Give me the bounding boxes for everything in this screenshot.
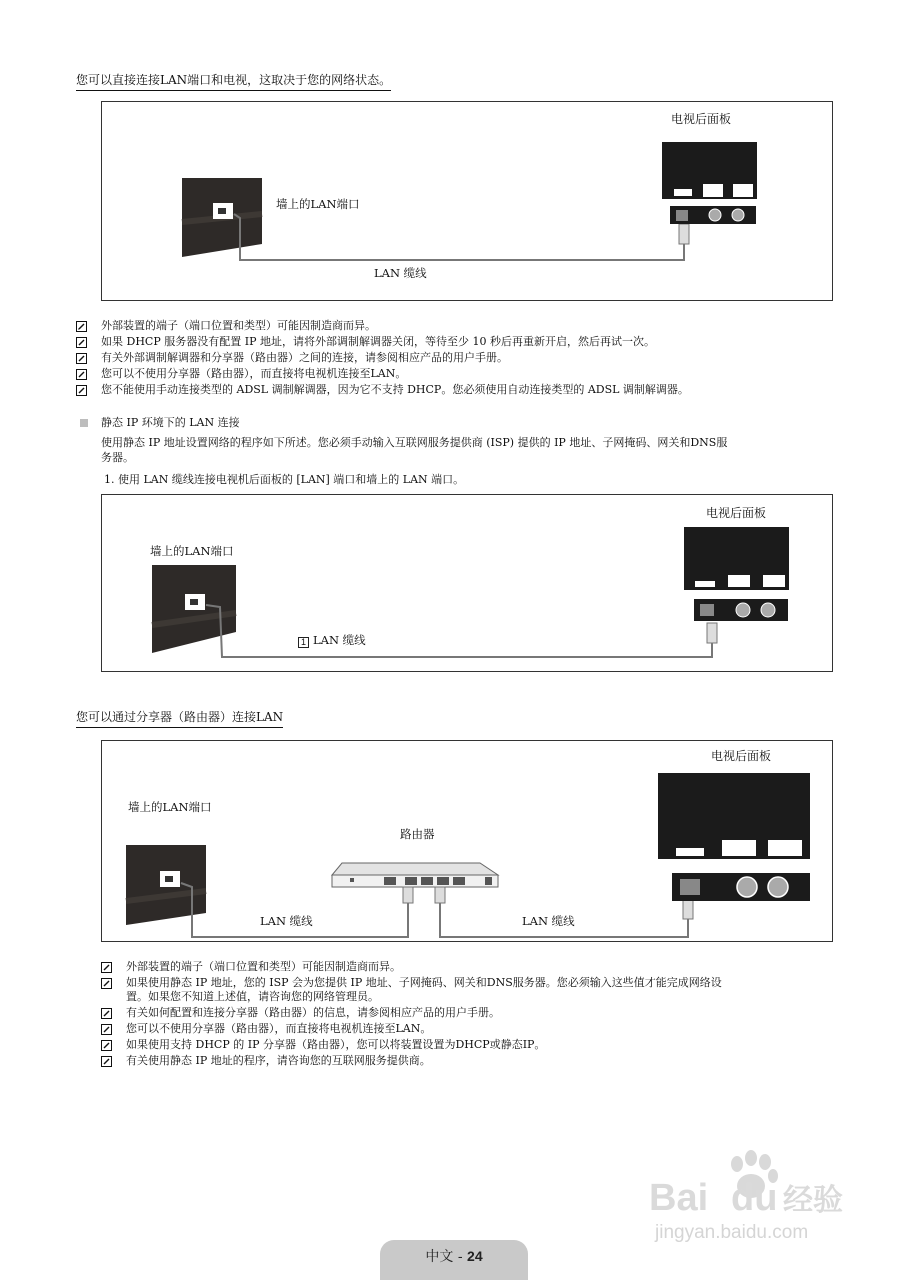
note-item: 有关如何配置和连接分享器（路由器）的信息，请参阅相应产品的用户手册。 xyxy=(101,1005,722,1021)
note-item: 如果使用静态 IP 地址，您的 ISP 会为您提供 IP 地址、子网掩码、网关和DNS服务器。您必须输入这些值才能完成网络设 xyxy=(101,975,722,991)
diagram-static-ip xyxy=(101,494,833,672)
page-number: 24 xyxy=(467,1248,483,1264)
note-icon xyxy=(76,369,87,380)
section-heading-direct: 您可以直接连接LAN端口和电视，这取决于您的网络状态。 xyxy=(76,72,391,91)
note-item: 您可以不使用分享器（路由器），而直接将电视机连接至LAN。 xyxy=(101,1021,722,1037)
lan-cable xyxy=(234,214,684,260)
cable-label: LAN 缆线 xyxy=(374,266,427,280)
watermark-url: jingyan.baidu.com xyxy=(655,1222,809,1243)
static-ip-title: 静态 IP 环境下的 LAN 连接 xyxy=(101,416,240,429)
wall-port-label: 墙上的LAN端口 xyxy=(150,544,234,558)
diagram-direct-lan xyxy=(101,101,833,301)
step-number-badge: 1 xyxy=(298,637,309,648)
section-heading-router: 您可以通过分享器（路由器）连接LAN xyxy=(76,709,283,728)
note-icon xyxy=(76,337,87,348)
cable-label-right: LAN 缆线 xyxy=(522,914,575,928)
lan-cable xyxy=(206,605,712,657)
wall-port-label: 墙上的LAN端口 xyxy=(276,197,360,211)
tv-panel-label: 电视后面板 xyxy=(711,749,772,763)
watermark-suffix: 经验 xyxy=(783,1183,843,1218)
note-icon xyxy=(101,1024,112,1035)
router-body-top xyxy=(332,863,498,875)
wall-port-label: 墙上的LAN端口 xyxy=(128,800,212,814)
static-ip-description-line2: 务器。 xyxy=(101,451,134,464)
note-icon xyxy=(101,962,112,973)
note-item: 外部装置的端子（端口位置和类型）可能因制造商而异。 xyxy=(76,318,689,334)
tv-panel-label: 电视后面板 xyxy=(671,112,732,126)
cable-plug-icon xyxy=(679,224,689,244)
note-icon xyxy=(101,978,112,989)
note-item: 如果 DHCP 服务器没有配置 IP 地址，请将外部调制解调器关闭，等待至少 10 秒后再重新开启，然后再试一次。 xyxy=(76,334,689,350)
cable-plug-icon xyxy=(683,899,693,919)
page-footer-tab xyxy=(380,1240,528,1280)
footer-language: 中文 - xyxy=(425,1249,468,1265)
cable-label-left: LAN 缆线 xyxy=(260,914,313,928)
cable-plug-icon xyxy=(707,623,717,643)
note-item: 有关使用静态 IP 地址的程序，请咨询您的互联网服务提供商。 xyxy=(101,1053,722,1069)
note-item-continuation: 置。如果您不知道上述值，请咨询您的网络管理员。 xyxy=(126,990,379,1003)
note-icon xyxy=(101,1040,112,1051)
cable-plug-icon xyxy=(403,887,413,903)
note-item: 您可以不使用分享器（路由器），而直接将电视机连接至LAN。 xyxy=(76,366,689,382)
note-item: 有关外部调制解调器和分享器（路由器）之间的连接，请参阅相应产品的用户手册。 xyxy=(76,350,689,366)
cable-label: 1 LAN 缆线 xyxy=(298,633,366,648)
notes-list-1 xyxy=(76,318,689,398)
note-icon xyxy=(101,1056,112,1067)
note-item: 如果使用支持 DHCP 的 IP 分享器（路由器），您可以将装置设置为DHCP或静态IP。 xyxy=(101,1037,722,1053)
diagram-router-lan xyxy=(101,740,833,942)
tv-panel-label: 电视后面板 xyxy=(706,506,767,520)
diagram-direct-lan-drawing xyxy=(102,102,834,302)
static-ip-step-1: 1. 使用 LAN 缆线连接电视机后面板的 [LAN] 端口和墙上的 LAN 端口。 xyxy=(104,473,465,486)
router-label: 路由器 xyxy=(400,827,435,841)
baidu-jingyan-watermark xyxy=(645,1150,860,1250)
lan-cable-left xyxy=(181,883,408,937)
notes-list-2 xyxy=(101,959,722,1069)
note-icon xyxy=(76,385,87,396)
watermark-brand-tail: du xyxy=(731,1177,778,1219)
note-icon xyxy=(101,1008,112,1019)
watermark-brand: Bai xyxy=(649,1177,709,1219)
diagram-router-lan-drawing xyxy=(102,741,834,943)
static-ip-description-line1: 使用静态 IP 地址设置网络的程序如下所述。您必须手动输入互联网服务提供商 (ISP) 提供的 IP 地址、子网掩码、网关和DNS服 xyxy=(101,436,728,449)
diagram-static-ip-drawing xyxy=(102,495,834,673)
note-icon xyxy=(76,353,87,364)
note-item: 外部装置的端子（端口位置和类型）可能因制造商而异。 xyxy=(101,959,722,975)
note-icon xyxy=(76,321,87,332)
cable-plug-icon xyxy=(435,887,445,903)
note-item: 您不能使用手动连接类型的 ADSL 调制解调器，因为它不支持 DHCP。您必须使用自动连接类型的 ADSL 调制解调器。 xyxy=(76,382,689,398)
bullet-square-icon xyxy=(80,419,88,427)
